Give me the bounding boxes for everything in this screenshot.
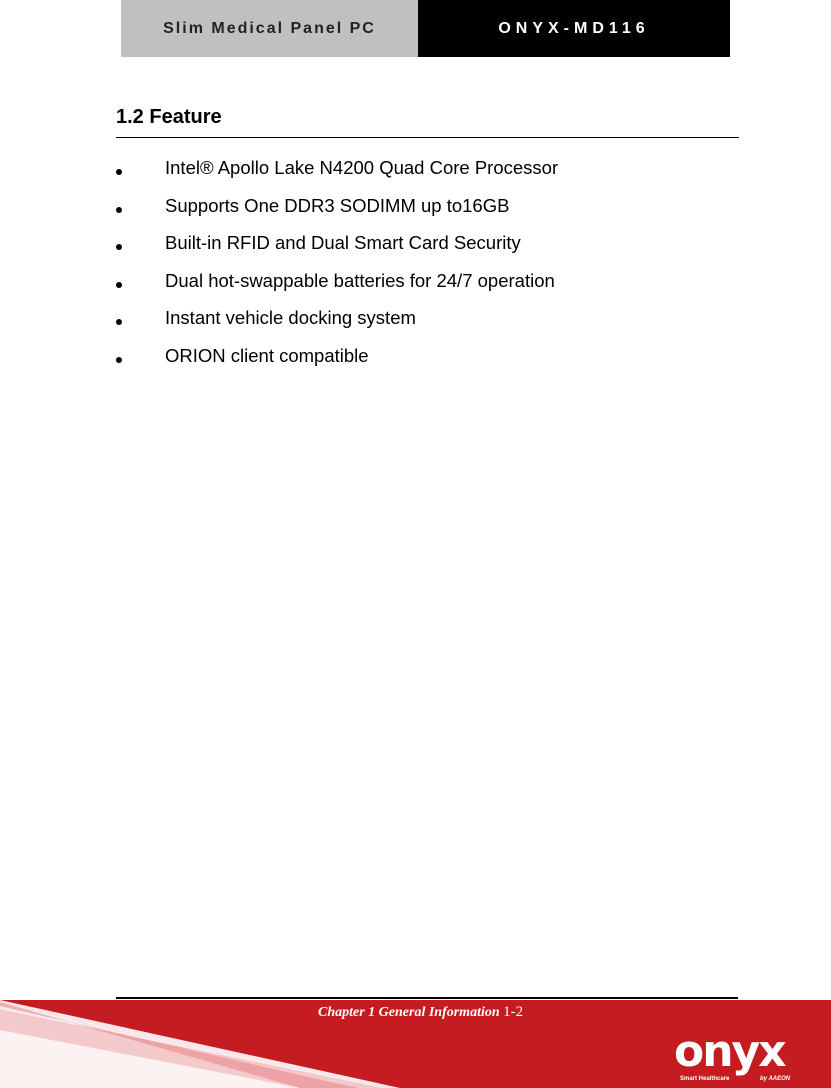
- feature-text: Built-in RFID and Dual Smart Card Security: [165, 232, 521, 253]
- feature-text: Supports One DDR3 SODIMM up to16GB: [165, 194, 510, 216]
- list-item: [114, 344, 369, 382]
- bullet-icon: [116, 244, 122, 250]
- section-title: 1.2 Feature: [116, 106, 222, 128]
- feature-text: ORION client compatible: [165, 344, 369, 366]
- feature-text: Intel® Apollo Lake N4200 Quad Core Processor: [165, 157, 559, 178]
- bullet-icon: [116, 282, 122, 288]
- page-number: 1-2: [503, 1004, 524, 1020]
- footer-divider: [116, 997, 738, 999]
- bullet-icon: [116, 357, 122, 363]
- logo-by-aaeon: by AAEON: [760, 1076, 791, 1082]
- section-divider: [116, 137, 739, 138]
- chapter-label: Chapter 1 General Information: [318, 1005, 500, 1020]
- bullet-icon: [116, 207, 122, 213]
- footer-chapter: [318, 1004, 523, 1021]
- feature-text: Instant vehicle docking system: [165, 307, 416, 328]
- feature-text: Dual hot-swappable batteries for 24/7 operation: [165, 269, 555, 291]
- onyx-logo: [674, 1026, 808, 1088]
- logo-wordmark: onyx: [674, 1026, 785, 1077]
- bullet-icon: [116, 319, 122, 325]
- list-item: [114, 156, 559, 194]
- feature-list: [114, 156, 559, 381]
- list-item: [114, 194, 510, 232]
- logo-tagline: Smart Healthcare: [680, 1076, 730, 1082]
- list-item: [114, 306, 416, 344]
- list-item: [114, 269, 555, 307]
- header-product-category: Slim Medical Panel PC: [121, 0, 418, 57]
- header-model-name: ONYX-MD116: [418, 0, 730, 57]
- bullet-icon: [116, 169, 122, 175]
- list-item: [114, 231, 521, 269]
